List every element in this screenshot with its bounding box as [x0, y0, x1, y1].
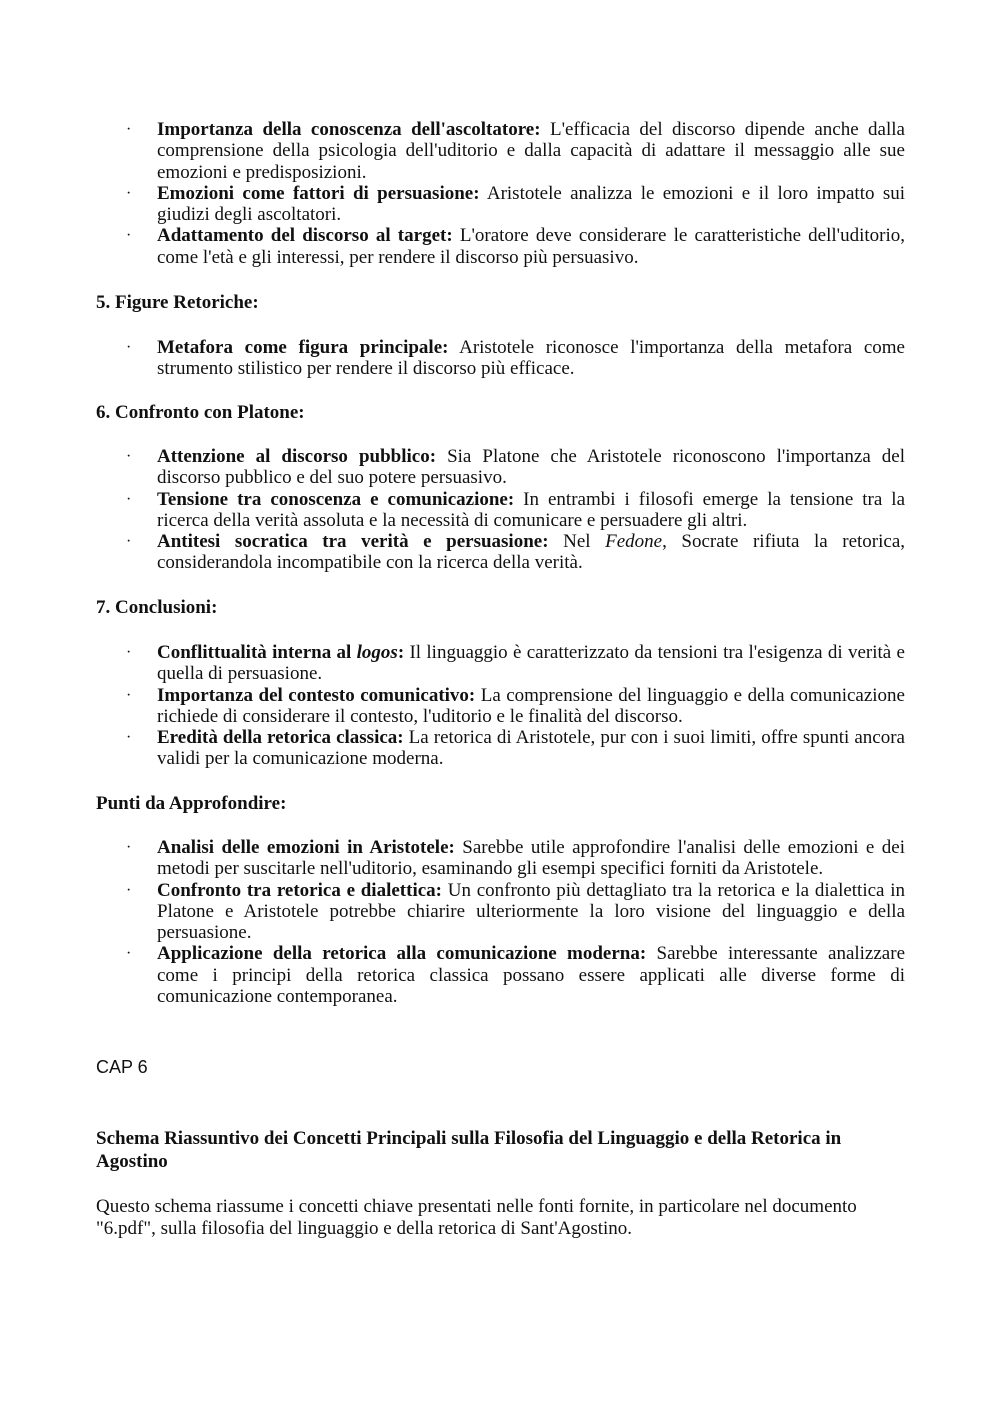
list-item — [0, 943, 905, 1007]
bullet-icon: · — [126, 227, 132, 245]
item-text: L'efficacia del discorso dipende anche dalla comprensione della psicologia dell'uditorio e dalla capacità di adattare il messaggio alle sue emozioni e predisposizioni. — [157, 119, 905, 183]
bullet-icon: · — [126, 729, 132, 747]
bullet-list-sec5 — [0, 337, 1000, 380]
item-text: , Socrate rifiuta la retorica, considerandola incompatibile con la ricerca della verità. — [157, 531, 906, 574]
list-item — [0, 225, 905, 268]
bullet-icon: · — [126, 448, 132, 465]
item-text: La retorica di Aristotele, pur con i suoi limiti, offre spunti ancora validi per la comunicazione moderna. — [157, 727, 905, 770]
item-text: In entrambi i filosofi emerge la tensione tra la ricerca della verità assoluta e la necessità di comunicare e persuadere gli altri. — [157, 488, 905, 531]
item-term: Eredità della retorica classica: — [157, 727, 404, 749]
list-item — [0, 489, 905, 532]
item-term: Confronto tra retorica e dialettica: — [157, 879, 442, 901]
item-text: La comprensione del linguaggio e della comunicazione richiede di considerare il contesto, l'uditorio e le finalità del discorso. — [157, 684, 905, 727]
bullet-icon: · — [126, 184, 132, 202]
item-text: L'oratore deve considerare le caratteristiche dell'uditorio, come l'età e gli interessi, per rendere il discorso più persuasivo. — [157, 225, 905, 268]
item-term: Applicazione della retorica alla comunicazione moderna: — [157, 943, 647, 965]
bullet-icon: · — [126, 121, 132, 138]
bullet-list-punti — [0, 837, 1000, 1007]
list-item — [0, 642, 905, 685]
item-text: Aristotele riconosce l'importanza della metafora come strumento stilistico per rendere il discorso più efficace. — [157, 337, 905, 380]
list-item — [0, 837, 905, 880]
intro-paragraph: Questo schema riassume i concetti chiave presentati nelle fonti fornite, in particolare nel documento "6.pdf", sulla filosofia del linguaggio e della retorica di Sant'Agostino. — [96, 1196, 857, 1239]
list-item — [0, 337, 905, 380]
bullet-list-sec6 — [0, 446, 1000, 574]
item-term: Metafora come figura principale: — [157, 337, 449, 358]
chapter-title: Schema Riassuntivo dei Concetti Principali sulla Filosofia del Linguaggio e della Retorica in Agostino — [96, 1128, 842, 1172]
chapter-label: CAP 6 — [96, 1057, 148, 1077]
item-term — [157, 642, 404, 663]
bullet-icon: · — [126, 945, 132, 963]
section-heading: 7. Conclusioni: — [96, 597, 218, 618]
list-item — [0, 531, 905, 574]
item-term: Emozioni come fattori di persuasione: — [157, 182, 480, 204]
item-text: Sarebbe interessante analizzare come i principi della retorica classica possano essere applicati alle diverse forme di comunicazione contemporanea. — [157, 943, 905, 1008]
bullet-icon: · — [126, 644, 132, 661]
item-term: Antitesi socratica tra verità e persuasione: — [157, 531, 549, 553]
section-heading: 6. Confronto con Platone: — [96, 402, 305, 423]
bullet-list-sec7 — [0, 642, 1000, 770]
bullet-list-top — [0, 119, 1000, 268]
item-text: Sia Platone che Aristotele riconoscono l'importanza del discorso pubblico e del suo potere persuasivo. — [157, 446, 905, 489]
list-item — [0, 119, 905, 183]
item-text: Il linguaggio è caratterizzato da tensioni tra l'esigenza di verità e quella di persuasione. — [157, 642, 905, 685]
section-heading: Punti da Approfondire: — [96, 793, 287, 814]
item-text: Nel — [548, 531, 606, 553]
bullet-icon: · — [126, 339, 132, 356]
bullet-icon: · — [126, 881, 132, 899]
section-heading: 5. Figure Retoriche: — [96, 292, 259, 313]
item-italic: Fedone — [605, 531, 663, 553]
bullet-icon: · — [126, 839, 132, 856]
item-text: Aristotele analizza le emozioni e il loro impatto sui giudizi degli ascoltatori. — [157, 182, 905, 226]
list-item — [0, 183, 905, 226]
list-item — [0, 446, 905, 489]
bullet-icon: · — [126, 490, 132, 508]
list-item — [0, 880, 905, 944]
item-term: Importanza della conoscenza dell'ascoltatore: — [157, 119, 541, 140]
item-text: Sarebbe utile approfondire l'analisi delle emozioni e dei metodi per suscitarle nell'uditorio, esaminando gli esempi specifici forniti da Aristotele. — [157, 837, 905, 880]
bullet-icon: · — [126, 686, 132, 704]
item-term: Analisi delle emozioni in Aristotele: — [157, 837, 455, 858]
item-term-italic: logos — [356, 642, 398, 663]
item-text: Un confronto più dettagliato tra la retorica e la dialettica in Platone e Aristotele potrebbe chiarire ulteriormente la loro visione del linguaggio e della persuasione. — [157, 879, 905, 944]
item-term: Attenzione al discorso pubblico: — [157, 446, 437, 467]
bullet-icon: · — [126, 533, 132, 551]
list-item — [0, 727, 905, 770]
item-term: Importanza del contesto comunicativo: — [157, 684, 476, 706]
item-term: Adattamento del discorso al target: — [157, 225, 453, 247]
list-item — [0, 685, 905, 728]
item-term: Tensione tra conoscenza e comunicazione: — [157, 488, 515, 510]
item-term-part: Conflittualità interna al — [157, 642, 357, 663]
item-term-part: : — [397, 642, 405, 663]
